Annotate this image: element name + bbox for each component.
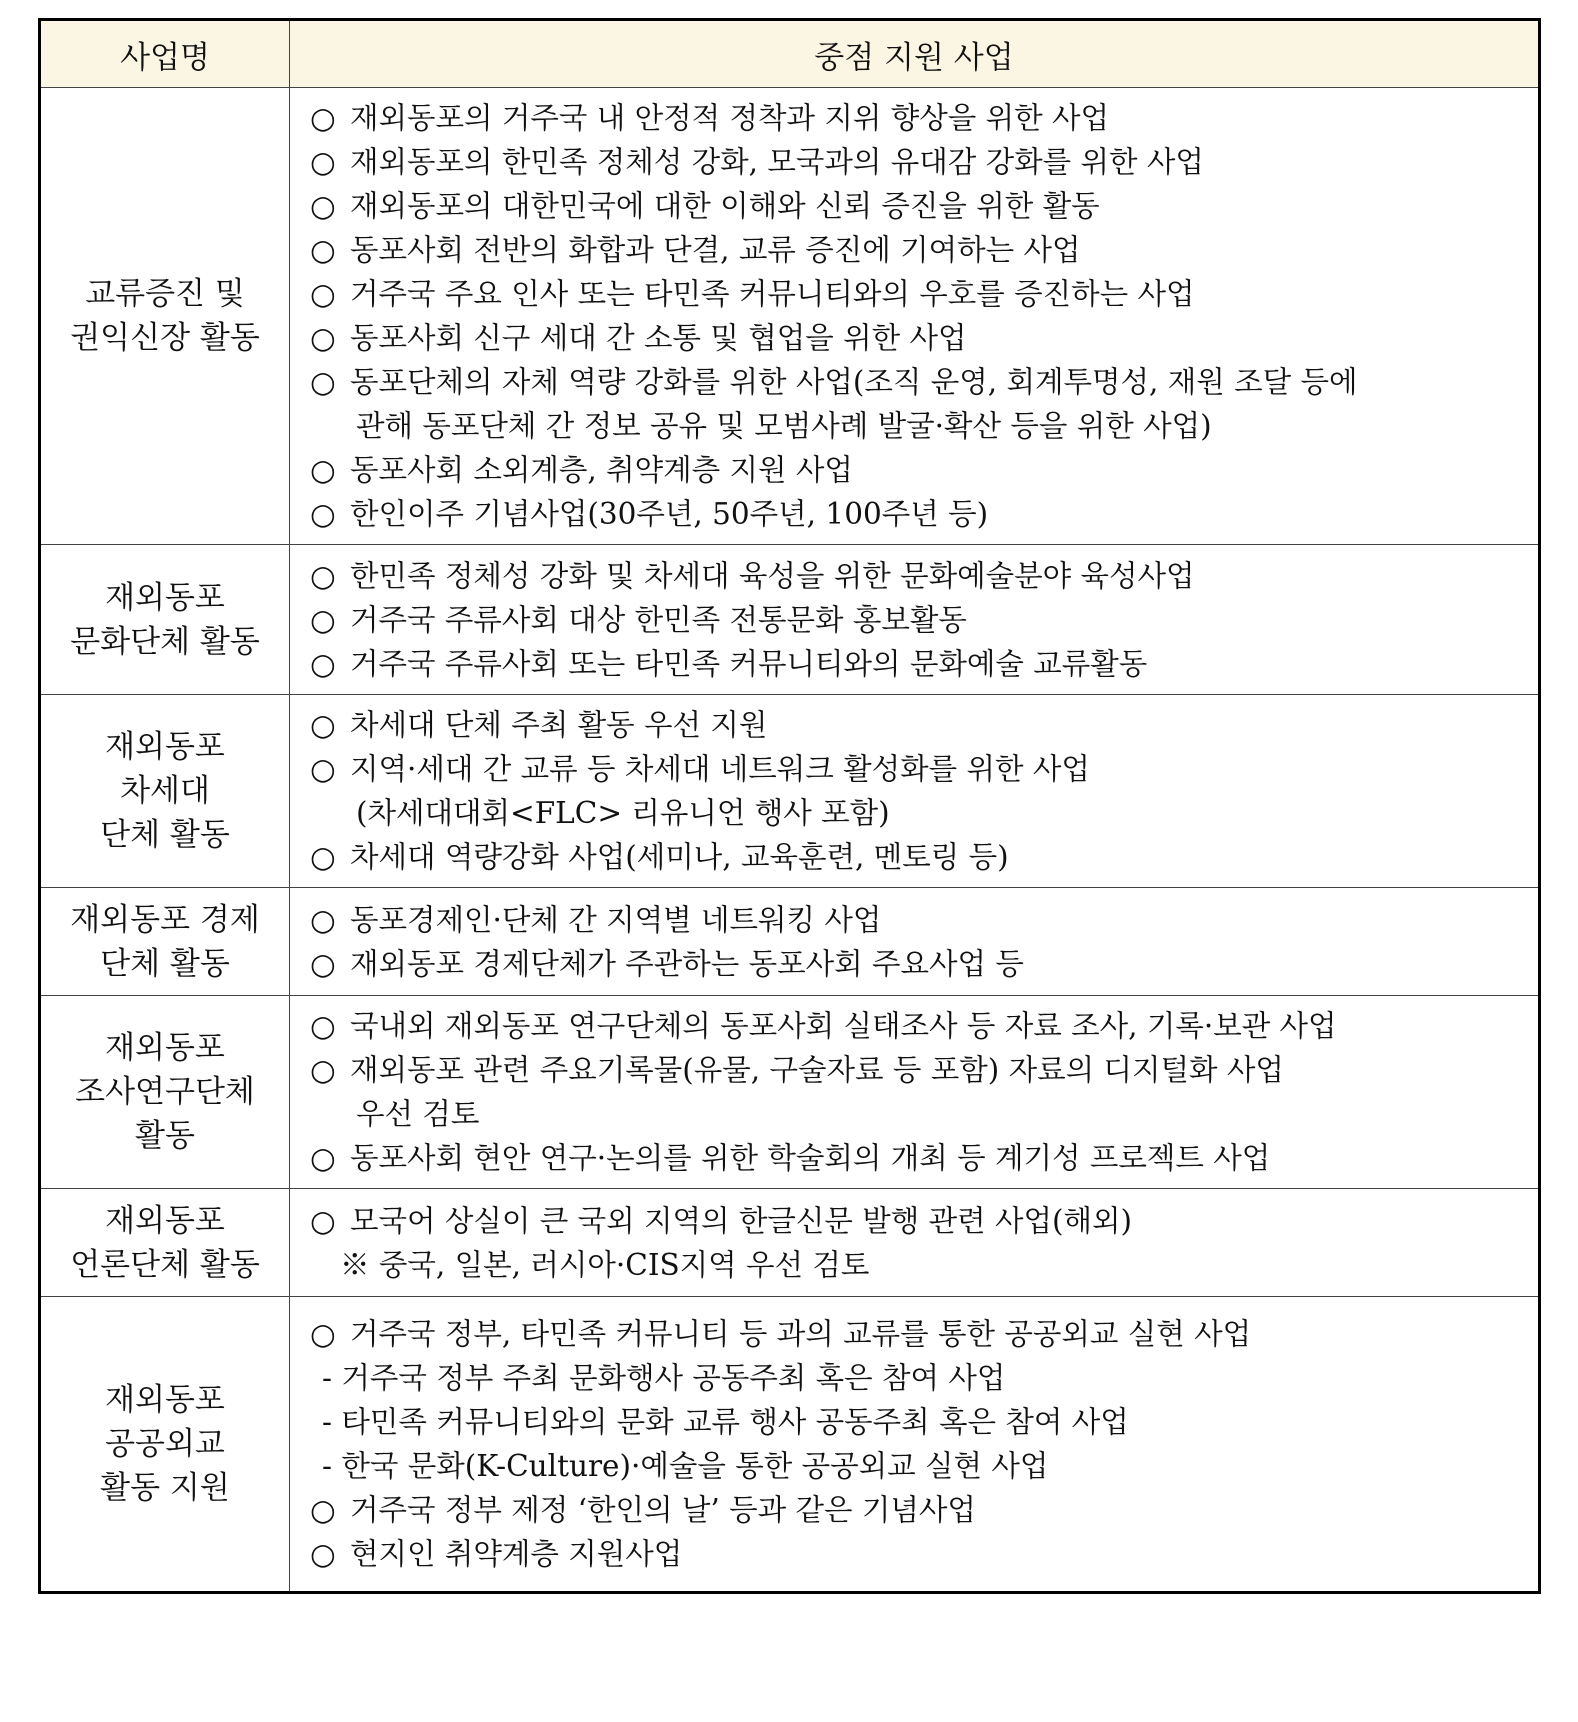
circle-bullet-icon: ○: [310, 840, 336, 874]
circle-bullet-icon: ○: [310, 946, 336, 981]
circle-bullet-icon: ○: [310, 497, 336, 531]
circle-bullet-icon: ○: [310, 145, 336, 179]
table-row: [40, 1189, 1540, 1297]
support-items-cell: [290, 88, 1540, 545]
support-item-text: 지역·세대 간 교류 등 차세대 네트워크 활성화를 위한 사업: [350, 752, 1090, 786]
table-row: [40, 1297, 1540, 1593]
circle-bullet-icon: ○: [310, 1053, 336, 1087]
circle-bullet-icon: ○: [310, 1537, 336, 1571]
support-item-text: 거주국 정부 제정 ‘한인의 날’ 등과 같은 기념사업: [350, 1493, 976, 1527]
program-name-line: 재외동포: [105, 1202, 225, 1239]
list-item: [310, 642, 1528, 686]
circle-bullet-icon: ○: [310, 1141, 336, 1175]
circle-bullet-icon: ○: [310, 558, 336, 593]
circle-bullet-icon: ○: [310, 321, 336, 355]
program-name-cell: [40, 1297, 290, 1593]
support-item-list: [310, 1004, 1528, 1180]
circle-bullet-icon: ○: [310, 189, 336, 223]
support-item-text: 동포사회 현안 연구·논의를 위한 학술회의 개최 등 계기성 프로젝트 사업: [350, 1141, 1271, 1175]
support-item-text: 거주국 정부, 타민족 커뮤니티 등 과의 교류를 통한 공공외교 실현 사업: [350, 1317, 1252, 1351]
list-item: [310, 228, 1528, 272]
program-name-line: 재외동포: [105, 729, 225, 765]
list-item: [310, 448, 1528, 492]
program-name-line: 활동: [135, 1118, 195, 1154]
support-item-text: 거주국 주류사회 대상 한민족 전통문화 홍보활동: [350, 602, 967, 637]
program-name-line: 조사연구단체: [75, 1074, 255, 1110]
list-item: [310, 835, 1528, 879]
table-body: [40, 88, 1540, 1593]
circle-bullet-icon: ○: [310, 101, 336, 135]
program-name-line: 단체 활동: [100, 945, 230, 982]
support-item-list: [310, 96, 1528, 536]
list-item: [310, 140, 1528, 184]
list-item: [310, 1092, 1528, 1136]
circle-bullet-icon: ○: [310, 902, 336, 937]
support-program-table: [38, 18, 1541, 1594]
program-name-cell: [40, 996, 290, 1189]
support-item-text: 우선 검토: [356, 1097, 480, 1131]
table-row: [40, 996, 1540, 1189]
support-item-text: 거주국 주류사회 또는 타민족 커뮤니티와의 문화예술 교류활동: [350, 646, 1148, 681]
support-item-text: - 한국 문화(K-Culture)·예술을 통한 공공외교 실현 사업: [322, 1449, 1049, 1483]
program-name-line: 재외동포 경제: [70, 901, 260, 938]
support-items-cell: [290, 996, 1540, 1189]
circle-bullet-icon: ○: [310, 752, 336, 786]
program-name-line: 문화단체 활동: [70, 623, 260, 660]
program-name-line: 재외동포: [105, 1382, 225, 1418]
support-item-text: 국내외 재외동포 연구단체의 동포사회 실태조사 등 자료 조사, 기록·보관 사업: [350, 1009, 1337, 1043]
support-item-text: 거주국 주요 인사 또는 타민족 커뮤니티와의 우호를 증진하는 사업: [350, 277, 1195, 311]
circle-bullet-icon: ○: [310, 277, 336, 311]
program-name-line: 재외동포: [105, 579, 225, 616]
support-item-list: [310, 1199, 1528, 1287]
support-item-text: 재외동포의 한민족 정체성 강화, 모국과의 유대감 강화를 위한 사업: [350, 145, 1204, 179]
list-item: [310, 1048, 1528, 1092]
support-item-text: - 거주국 정부 주최 문화행사 공동주최 혹은 참여 사업: [322, 1361, 1006, 1395]
support-item-text: 동포단체의 자체 역량 강화를 위한 사업(조직 운영, 회계투명성, 재원 조달 등에: [350, 365, 1358, 399]
program-name-cell: [40, 1189, 290, 1297]
header-row: [40, 20, 1540, 88]
header-key-support: 중점 지원 사업: [290, 20, 1540, 88]
program-name-line: 차세대: [120, 773, 210, 809]
list-item: [310, 598, 1528, 642]
support-item-text: 동포경제인·단체 간 지역별 네트워킹 사업: [350, 902, 882, 937]
program-name-cell: [40, 888, 290, 996]
list-item: [310, 492, 1528, 536]
support-item-text: 모국어 상실이 큰 국외 지역의 한글신문 발행 관련 사업(해외): [350, 1203, 1132, 1238]
circle-bullet-icon: ○: [310, 646, 336, 681]
support-item-list: [310, 1312, 1528, 1576]
program-name-cell: [40, 695, 290, 888]
support-item-text: 재외동포 경제단체가 주관하는 동포사회 주요사업 등: [350, 946, 1024, 981]
circle-bullet-icon: ○: [310, 1493, 336, 1527]
list-item: [310, 1532, 1528, 1576]
support-items-cell: [290, 695, 1540, 888]
support-item-list: [310, 703, 1528, 879]
support-item-text: 동포사회 전반의 화합과 단결, 교류 증진에 기여하는 사업: [350, 233, 1081, 267]
list-item: [310, 1243, 1528, 1287]
circle-bullet-icon: ○: [310, 233, 336, 267]
support-items-cell: [290, 1297, 1540, 1593]
header-program-name: 사업명: [40, 20, 290, 88]
program-name-cell: [40, 88, 290, 545]
support-item-text: 한민족 정체성 강화 및 차세대 육성을 위한 문화예술분야 육성사업: [350, 558, 1195, 593]
list-item: [310, 747, 1528, 791]
program-name-line: 단체 활동: [100, 817, 230, 853]
list-item: [310, 96, 1528, 140]
table-row: [40, 695, 1540, 888]
list-item: [310, 791, 1528, 835]
support-item-text: 재외동포 관련 주요기록물(유물, 구술자료 등 포함) 자료의 디지털화 사업: [350, 1053, 1284, 1087]
support-item-text: 현지인 취약계층 지원사업: [350, 1537, 683, 1571]
support-item-text: 차세대 단체 주최 활동 우선 지원: [350, 708, 768, 742]
list-item: [310, 404, 1528, 448]
circle-bullet-icon: ○: [310, 602, 336, 637]
list-item: [310, 1312, 1528, 1356]
support-item-text: 동포사회 소외계층, 취약계층 지원 사업: [350, 453, 853, 487]
list-item: [310, 1356, 1528, 1400]
table-wrapper: [38, 18, 1538, 1594]
support-item-text: 관해 동포단체 간 정보 공유 및 모범사례 발굴·확산 등을 위한 사업): [356, 409, 1212, 443]
program-name-line: 활동 지원: [100, 1470, 230, 1506]
program-name-line: 교류증진 및: [85, 276, 245, 312]
support-item-text: 재외동포의 거주국 내 안정적 정착과 지위 향상을 위한 사업: [350, 101, 1109, 135]
list-item: [310, 1488, 1528, 1532]
table-row: [40, 545, 1540, 695]
circle-bullet-icon: ○: [310, 708, 336, 742]
support-item-text: 재외동포의 대한민국에 대한 이해와 신뢰 증진을 위한 활동: [350, 189, 1100, 223]
program-name-line: 권익신장 활동: [70, 320, 260, 356]
table-row: [40, 88, 1540, 545]
program-name-line: 재외동포: [105, 1030, 225, 1066]
circle-bullet-icon: ○: [310, 365, 336, 399]
program-name-line: 언론단체 활동: [70, 1246, 260, 1283]
support-item-list: [310, 554, 1528, 686]
support-item-list: [310, 898, 1528, 986]
program-name-cell: [40, 545, 290, 695]
support-items-cell: [290, 888, 1540, 996]
circle-bullet-icon: ○: [310, 1009, 336, 1043]
list-item: [310, 1444, 1528, 1488]
support-items-cell: [290, 1189, 1540, 1297]
support-item-text: 차세대 역량강화 사업(세미나, 교육훈련, 멘토링 등): [350, 840, 1009, 874]
list-item: [310, 942, 1528, 986]
list-item: [310, 1199, 1528, 1243]
list-item: [310, 1004, 1528, 1048]
list-item: [310, 1136, 1528, 1180]
support-item-text: 동포사회 신구 세대 간 소통 및 협업을 위한 사업: [350, 321, 967, 355]
list-item: [310, 184, 1528, 228]
support-item-text: (차세대대회<FLC> 리유니언 행사 포함): [356, 796, 890, 830]
support-item-text: - 타민족 커뮤니티와의 문화 교류 행사 공동주최 혹은 참여 사업: [322, 1405, 1129, 1439]
list-item: [310, 554, 1528, 598]
support-item-text: 한인이주 기념사업(30주년, 50주년, 100주년 등): [350, 497, 989, 531]
list-item: [310, 898, 1528, 942]
list-item: [310, 272, 1528, 316]
list-item: [310, 316, 1528, 360]
support-items-cell: [290, 545, 1540, 695]
list-item: [310, 703, 1528, 747]
program-name-line: 공공외교: [105, 1426, 225, 1462]
circle-bullet-icon: ○: [310, 453, 336, 487]
list-item: [310, 1400, 1528, 1444]
circle-bullet-icon: ○: [310, 1317, 336, 1351]
circle-bullet-icon: ○: [310, 1203, 336, 1238]
table-row: [40, 888, 1540, 996]
support-item-text: ※ 중국, 일본, 러시아·CIS지역 우선 검토: [340, 1247, 870, 1282]
list-item: [310, 360, 1528, 404]
